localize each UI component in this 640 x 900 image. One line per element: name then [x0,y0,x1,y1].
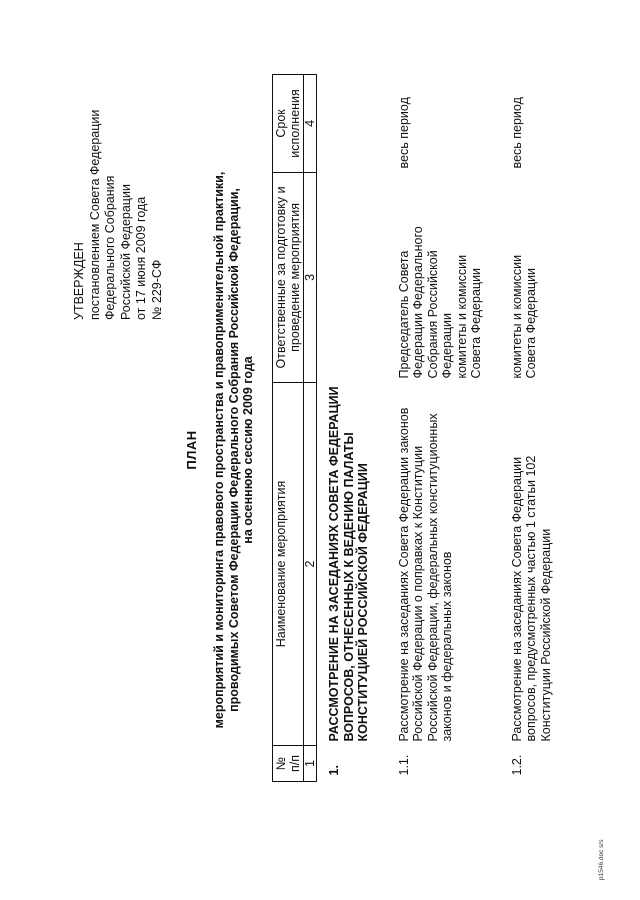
approval-line: от 17 июня 2009 года [134,196,148,320]
header-term: Срок исполнения [273,74,304,172]
column-number: 3 [304,172,317,382]
table-row [500,74,570,781]
plan-subtitle-line: мероприятий и мониторинга правового пространства и правоприменительной практики, [212,171,226,729]
file-mark: p1546.doc s/s [598,839,605,880]
approval-line: постановлением Совета Федерации [87,109,102,320]
plan-subtitle-line: на осеннюю сессию 2009 года [241,356,255,544]
table-header-row [273,74,304,781]
table-row [317,74,387,781]
row-number: 1.1. [396,754,411,776]
header-event-name: Наименование мероприятия [273,382,304,745]
row-responsible [317,172,387,382]
approval-line: УТВЕРЖДЕН [72,242,86,320]
row-event-name: Рассмотрение на заседаниях Совета Федерации вопросов, предусмотренных частью 1 статьи 102 Конституции Российской Федерации [509,455,553,742]
row-responsible: комитеты и комиссии Совета Федерации [509,254,538,379]
column-number: 2 [304,382,317,745]
approval-line: Федерального Собрания [103,175,117,320]
approval-stamp [72,20,165,320]
column-number: 4 [304,74,317,172]
plan-subtitle [212,40,256,860]
approval-line: Российской Федерации [118,184,133,320]
plan-table [272,74,569,782]
row-responsible: Председатель Совета Федерации Федерального Собрания Российской Федерации комитеты и комиссии Совета Федерации [396,226,483,379]
table-column-numbers-row [304,74,317,781]
plan-subtitle-line: проводимых Советом Федерации Федерального Собрания Российской Федерации, [226,188,241,712]
row-number: 1.2. [509,754,524,776]
row-term: весь период [509,97,524,169]
approval-line: № 229-СФ [149,259,164,320]
plan-title: ПЛАН [184,430,199,470]
row-term [317,74,387,172]
table-row [387,74,500,781]
header-responsible: Ответственные за подготовку и проведение мероприятия [273,172,304,382]
header-number: № п/п [273,746,304,782]
row-term: весь период [396,97,411,169]
column-number: 1 [304,746,317,782]
row-event-name: Рассмотрение на заседаниях Совета Федерации законов Российской Федерации о поправках к Конституции Российской Федерации, федеральных конституционных законов и федеральных законов [396,407,454,742]
row-number: 1. [327,765,341,776]
row-event-name: РАССМОТРЕНИЕ НА ЗАСЕДАНИЯХ СОВЕТА ФЕДЕРАЦИИ ВОПРОСОВ, ОТНЕСЕННЫХ К ВЕДЕНИЮ ПАЛАТЫ КОНСТИТУЦИЕЙ РОССИЙСКОЙ ФЕДЕРАЦИИ [327,386,370,742]
